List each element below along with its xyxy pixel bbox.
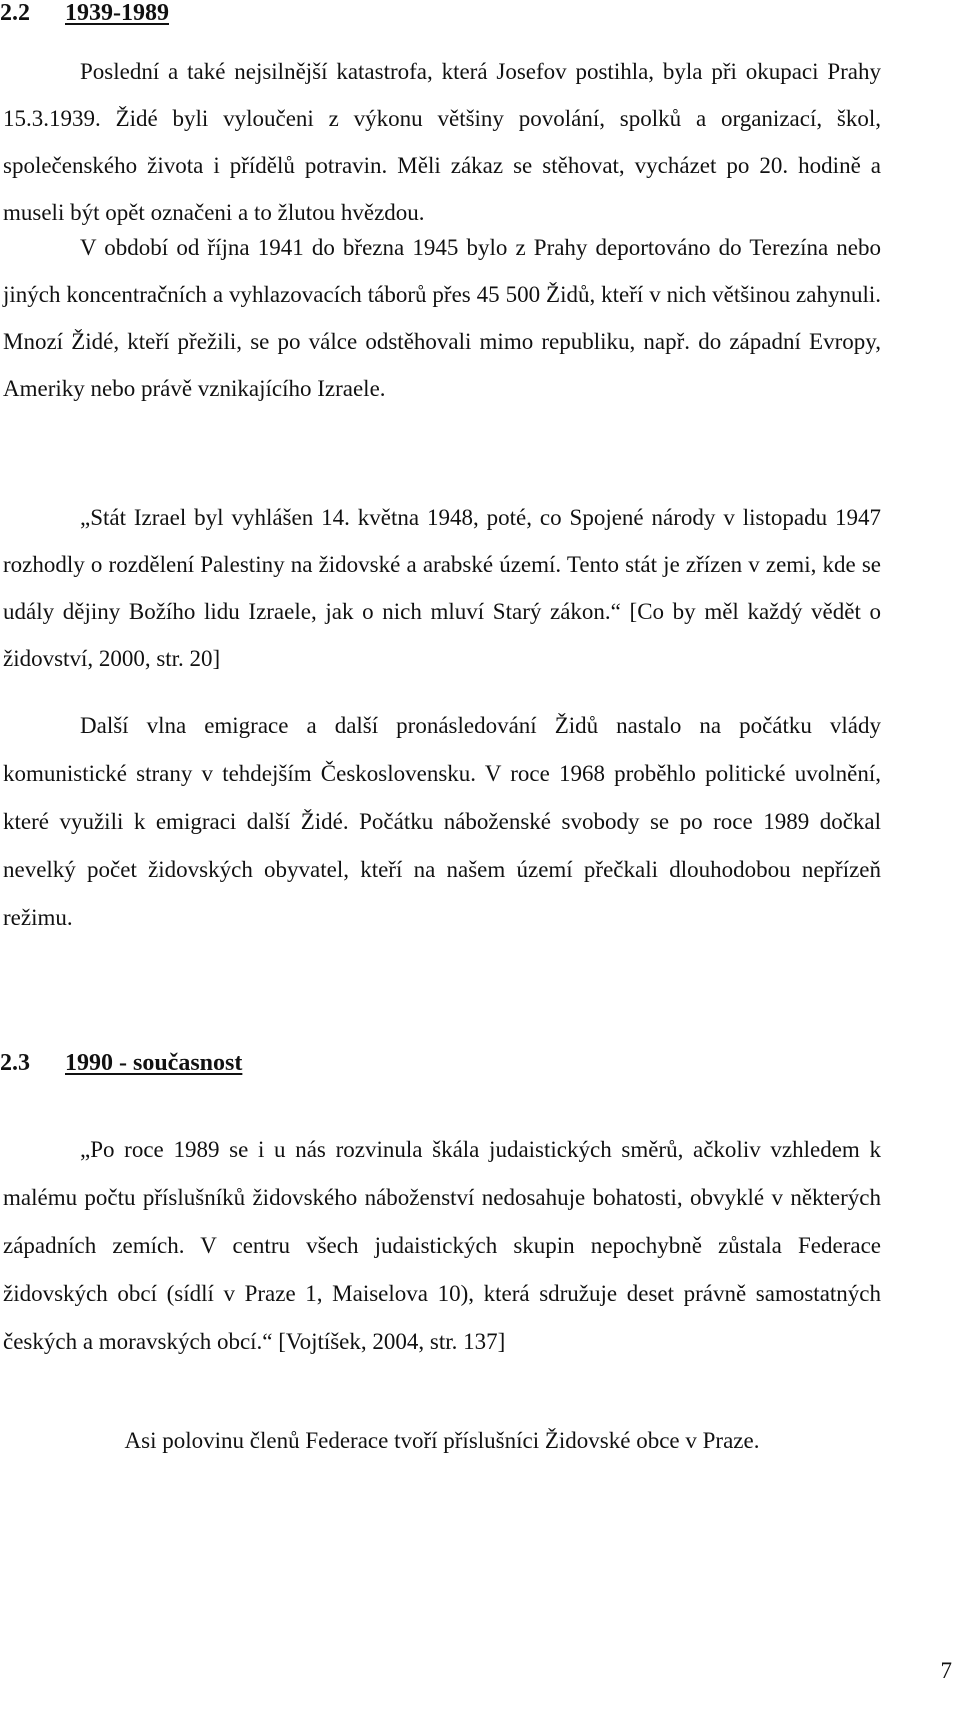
section-heading-2-3 <box>0 1050 242 1077</box>
section-title: 1990 - současnost <box>65 1050 243 1076</box>
paragraph-judaism-quote: „Po roce 1989 se i u nás rozvinula škála judaistických směrů, ačkoliv vzhledem k malému počtu příslušníků židovského náboženství nedosahuje bohatosti, obvyklé v některých západních zemích. V centru všech judaistických skupin nepochybně zůstala Federace židovských obcí (sídlí v Praze 1, Maiselova 10), která sdružuje deset právně samostatných českých a moravských obcí.“ [Vojtíšek, 2004, str. 137] <box>3 1137 881 1354</box>
section-number: 2.3 <box>0 1050 30 1076</box>
paragraph-israel-quote: „Stát Izrael byl vyhlášen 14. května 1948, poté, co Spojené národy v listopadu 1947 rozhodly o rozdělení Palestiny na židovské a arabské území. Tento stát je zřízen v zemi, kde se udály dějiny Božího lidu Izraele, jak o nich mluví Starý zákon.“ [Co by měl každý vědět o židovství, 2000, str. 20] <box>3 505 881 671</box>
paragraph-emigration: Další vlna emigrace a další pronásledování Židů nastalo na počátku vlády komunistické strany v tehdejším Československu. V roce 1968 proběhlo politické uvolnění, které využili k emigraci další Židé. Počátku náboženské svobody se po roce 1989 dočkal nevelký počet židovských obyvatel, kteří na našem území přečkali dlouhodobou nepřízeň režimu. <box>3 713 881 930</box>
paragraph-federation-members: Asi polovinu členů Federace tvoří příslušníci Židovské obce v Praze. <box>124 1428 760 1453</box>
section-title: 1939-1989 <box>65 0 169 26</box>
section-number: 2.2 <box>0 0 30 26</box>
section-heading-2-2 <box>0 0 169 27</box>
page-number: 7 <box>940 1658 952 1683</box>
paragraph-occupation: Poslední a také nejsilnější katastrofa, která Josefov postihla, byla při okupaci Prahy 15.3.1939. Židé byli vyloučeni z výkonu většiny povolání, spolků a organizací, škol, společenského života i přídělů potravin. Měli zákaz se stěhovat, vycházet po 20. hodině a museli být opět označeni a to žlutou hvězdou. <box>3 59 881 225</box>
paragraph-deportation: V období od října 1941 do března 1945 bylo z Prahy deportováno do Terezína nebo jiných koncentračních a vyhlazovacích táborů přes 45 500 Židů, kteří v nich většinou zahynuli. Mnozí Židé, kteří přežili, se po válce odstěhovali mimo republiku, např. do západní Evropy, Ameriky nebo právě vznikajícího Izraele. <box>3 235 881 401</box>
